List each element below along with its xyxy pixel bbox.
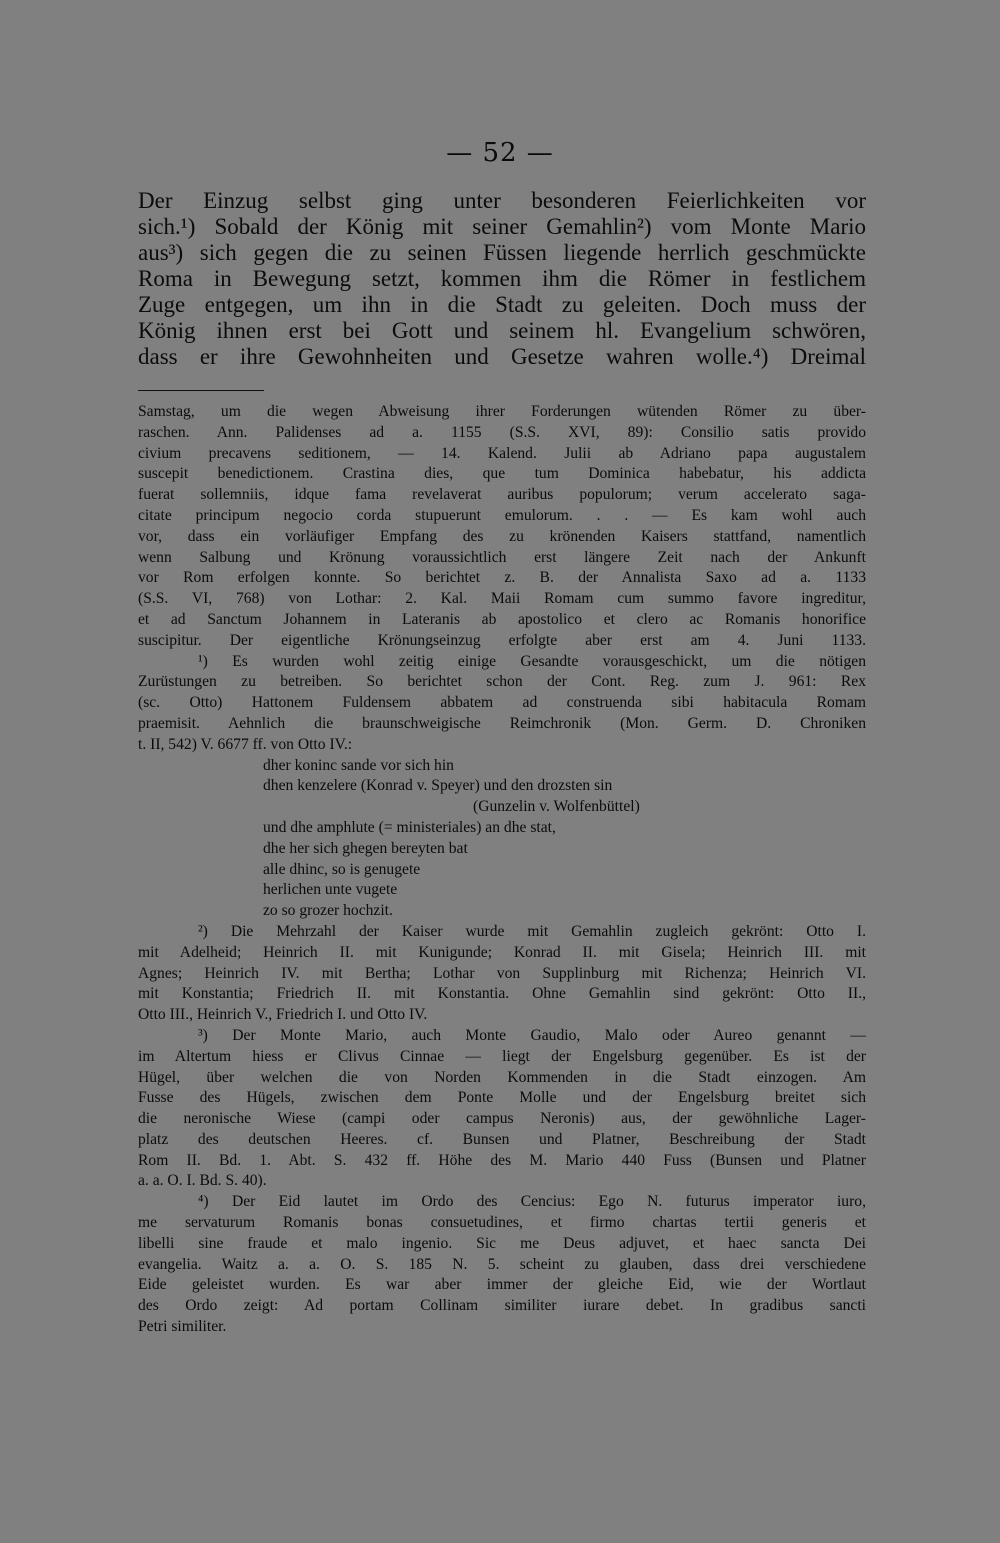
- main-line: aus³) sich gegen die zu seinen Füssen liegende herrlich geschmückte: [138, 240, 866, 265]
- footnote-line: die neronische Wiese (campi oder campus Neronis) aus, der gewöhnliche Lager-: [138, 1110, 866, 1128]
- poem-line: dher koninc sande vor sich hin: [263, 756, 454, 774]
- footnote-line: Petri similiter.: [138, 1318, 227, 1336]
- footnote-line: vor Rom erfolgen konnte. So berichtet z. B. der Annalista Saxo ad a. 1133: [138, 569, 866, 587]
- footnote-line: raschen. Ann. Palidenses ad a. 1155 (S.S. XVI, 89): Consilio satis provido: [138, 423, 866, 441]
- poem-line: alle dhinc, so is genugete: [263, 860, 421, 878]
- footnote-line: des Ordo zeigt: Ad portam Collinam similiter iurare debet. In gradibus sancti: [138, 1297, 866, 1315]
- main-line: sich.¹) Sobald der König mit seiner Gemahlin²) vom Monte Mario: [138, 214, 866, 239]
- footnote-line: et ad Sanctum Johannem in Lateranis ab apostolico et clero ac Romanis honorifice: [138, 610, 866, 628]
- footnote-line: (S.S. VI, 768) von Lothar: 2. Kal. Maii Romam cum summo favore ingreditur,: [138, 590, 866, 608]
- footnote-line: Eide geleistet wurden. Es war aber immer der gleiche Eid, wie der Wortlaut: [138, 1276, 866, 1294]
- footnote-line: citate principum negocio corda stupuerunt emulorum. . . — Es kam wohl auch: [138, 506, 866, 524]
- footnote-divider: [138, 390, 264, 391]
- footnote-line: ³) Der Monte Mario, auch Monte Gaudio, Malo oder Aureo genannt —: [198, 1026, 866, 1044]
- footnote-line: (sc. Otto) Hattonem Fuldensem abbatem ad construenda sibi habitacula Romam: [138, 694, 866, 712]
- footnote-line: suscepit benedictionem. Crastina dies, que tum Dominica habebatur, his addicta: [138, 465, 866, 483]
- footnote-line: t. II, 542) V. 6677 ff. von Otto IV.:: [138, 735, 353, 753]
- footnote-line: mit Adelheid; Heinrich II. mit Kunigunde; Konrad II. mit Gisela; Heinrich III. mit: [138, 943, 866, 961]
- main-line: Roma in Bewegung setzt, kommen ihm die Römer in festlichem: [138, 266, 866, 291]
- main-line: König ihnen erst bei Gott und seinem hl. Evangelium schwören,: [138, 318, 866, 343]
- footnote-line: mit Konstantia; Friedrich II. mit Konstantia. Ohne Gemahlin sind gekrönt: Otto II.,: [138, 985, 866, 1003]
- footnote-line: ⁴) Der Eid lautet im Ordo des Cencius: Ego N. futurus imperator iuro,: [198, 1193, 866, 1211]
- footnote-line: Agnes; Heinrich IV. mit Bertha; Lothar von Supplinburg mit Richenza; Heinrich VI.: [138, 964, 866, 982]
- main-text: [138, 188, 866, 370]
- poem-line: herlichen unte vugete: [263, 881, 398, 899]
- footnotes: [138, 402, 866, 1338]
- footnote-line: ¹) Es wurden wohl zeitig einige Gesandte vorausgeschickt, um die nötigen: [198, 652, 866, 670]
- footnote-line: im Altertum hiess er Clivus Cinnae — liegt der Engelsburg gegenüber. Es ist der: [138, 1047, 866, 1065]
- footnote-line: platz des deutschen Heeres. cf. Bunsen und Platner, Beschreibung der Stadt: [138, 1130, 866, 1148]
- footnote-line: ²) Die Mehrzahl der Kaiser wurde mit Gemahlin zugleich gekrönt: Otto I.: [198, 922, 866, 940]
- footnote-line: suscipitur. Der eigentliche Krönungseinzug erfolgte aber erst am 4. Juni 1133.: [138, 631, 866, 649]
- poem-line: dhen kenzelere (Konrad v. Speyer) und den drozsten sin: [263, 777, 613, 795]
- footnote-line: praemisit. Aehnlich die braunschweigische Reimchronik (Mon. Germ. D. Chroniken: [138, 714, 866, 732]
- footnote-line: Samstag, um die wegen Abweisung ihrer Forderungen wütenden Römer zu über-: [138, 403, 866, 420]
- poem-line: dhe her sich ghegen bereyten bat: [263, 839, 468, 857]
- footnote-line: a. a. O. I. Bd. S. 40).: [138, 1172, 267, 1190]
- footnote-line: Otto III., Heinrich V., Friedrich I. und Otto IV.: [138, 1006, 428, 1024]
- poem-line: zo so grozer hochzit.: [263, 902, 393, 920]
- footnote-line: Zurüstungen zu betreiben. So berichtet schon der Cont. Reg. zum J. 961: Rex: [138, 673, 866, 691]
- footnote-line: Rom II. Bd. 1. Abt. S. 432 ff. Höhe des M. Mario 440 Fuss (Bunsen und Platner: [138, 1151, 866, 1169]
- main-line: Zuge entgegen, um ihn in die Stadt zu geleiten. Doch muss der: [138, 292, 866, 317]
- main-line: dass er ihre Gewohnheiten und Gesetze wahren wolle.⁴) Dreimal: [138, 344, 866, 369]
- footnote-line: Hügel, über welchen die von Norden Kommenden in die Stadt einzogen. Am: [138, 1068, 866, 1086]
- footnote-line: me servaturum Romanis bonas consuetudines, et firmo chartas tertii generis et: [138, 1214, 866, 1232]
- footnote-line: libelli sine fraude et malo ingenio. Sic me Deus adjuvet, et haec sancta Dei: [138, 1234, 866, 1252]
- main-line: Der Einzug selbst ging unter besonderen Feierlichkeiten vor: [138, 188, 866, 213]
- footnote-line: wenn Salbung und Krönung voraussichtlich erst längere Zeit nach der Ankunft: [138, 548, 866, 566]
- footnote-line: vor, dass ein vorläufiger Empfang des zu krönenden Kaisers stattfand, namentlich: [138, 527, 866, 545]
- page-number: — 52 —: [446, 138, 554, 168]
- poem-line: (Gunzelin v. Wolfenbüttel): [473, 798, 640, 816]
- footnote-line: civium precavens seditionem, — 14. Kalend. Julii ab Adriano papa augustalem: [138, 444, 866, 462]
- footnote-line: fuerat sollemniis, idque fama revelaverat auribus populorum; verum accelerato saga-: [138, 486, 866, 504]
- footnote-line: evangelia. Waitz a. a. O. S. 185 N. 5. scheint zu glauben, dass drei verschiedene: [138, 1255, 866, 1273]
- poem-line: und dhe amphlute (= ministeriales) an dhe stat,: [263, 818, 556, 836]
- footnote-line: Fusse des Hügels, zwischen dem Ponte Molle und der Engelsburg breitet sich: [138, 1089, 866, 1107]
